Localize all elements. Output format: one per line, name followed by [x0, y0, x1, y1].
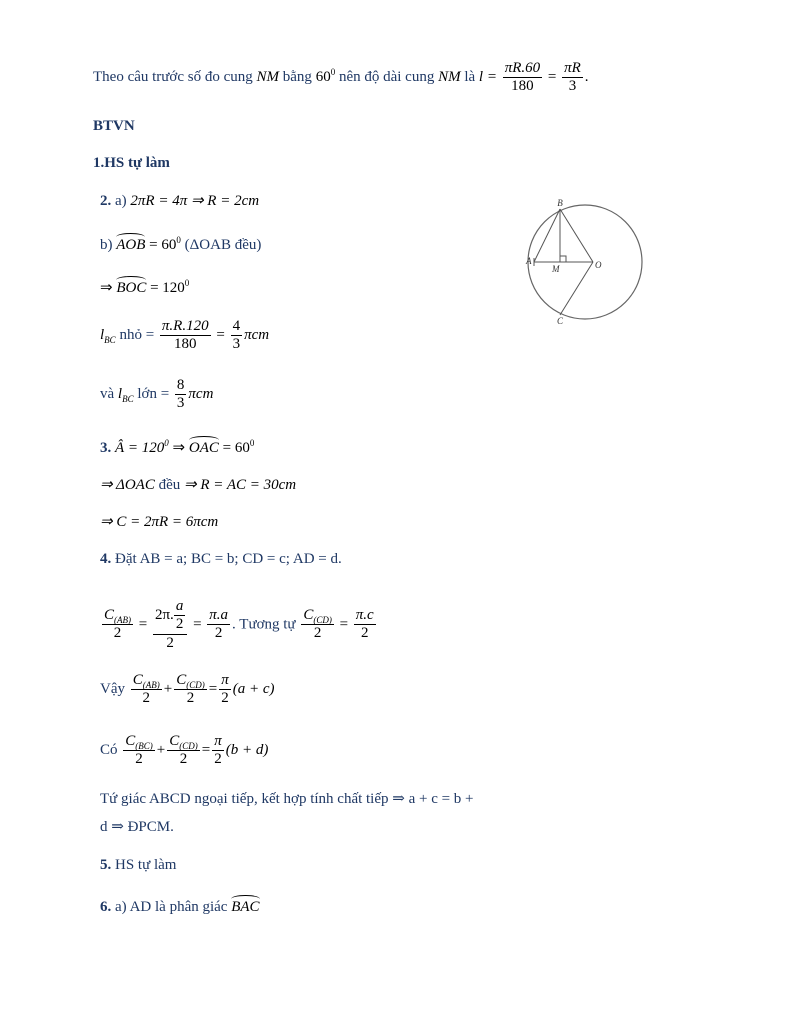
q6-line: 6. a) AD là phân giác BAC: [100, 899, 260, 915]
q2-e-text: lớn =: [137, 386, 170, 403]
nm-symbol: NM: [256, 69, 280, 86]
q2-b-line: b) AOB = $60^0$ (ΔOAB đều): [100, 235, 262, 253]
q1-heading: 1.HS tự làm: [93, 155, 170, 171]
fraction-pir120: $\frac{\pi.R.120}{180}$: [161, 318, 209, 353]
q2-d-text: nhỏ =: [119, 327, 155, 344]
q6-number: 6.: [100, 899, 112, 915]
q3-line-1: 3. Â = $120^0$ ⇒ OAC = $60^0$: [100, 438, 255, 456]
nm-symbol-2: NM: [438, 69, 461, 86]
q4-formula-2: Vậy $\frac{C_{(AB)}}{2}$ + $\frac{C_{(CD)}}{2}$ = $\frac{\pi}{2}$ (a + c): [100, 672, 275, 707]
intro-text-3: nên độ dài cung: [338, 69, 435, 86]
q2-number: 2.: [100, 193, 112, 209]
q4-number: 4.: [100, 551, 112, 567]
arc-bac: BAC: [231, 899, 260, 915]
q2-d-line: $l_{BC}$ nhỏ = $\frac{\pi.R.120}{180}$ = $\frac{4}{3}$ πcm: [100, 318, 270, 353]
q5-line: 5. HS tự làm: [100, 857, 177, 873]
q3-number: 3.: [100, 440, 112, 456]
q4-formula-3: Có $\frac{C_{(BC)}}{2}$ + $\frac{C_{(CD)}}{2}$ = $\frac{\pi}{2}$ (b + d): [100, 733, 269, 768]
q2-a-math: 2πR = 4π ⇒ R = 2cm: [130, 193, 260, 209]
intro-text: Theo câu trước số đo cung: [93, 69, 253, 86]
q4-conclusion-1: Tứ giác ABCD ngoại tiếp, kết hợp tính chất tiếp ⇒ a + c = b +: [100, 791, 474, 807]
q2-c-line: ⇒ BOC = $120^0$: [100, 278, 190, 296]
intro-text-2: bằng: [282, 69, 312, 86]
q3-line-2: ⇒ ΔOAC đều ⇒ R = AC = 30cm: [100, 477, 297, 493]
fraction-8-3: $\frac{8}{3}$: [176, 377, 185, 412]
label-b: B: [557, 198, 563, 208]
circle-diagram: [520, 196, 650, 326]
fraction-4-3: $\frac{4}{3}$: [232, 318, 241, 353]
fraction-piR-3: $\frac{\pi R}{3}$: [564, 60, 581, 95]
intro-text-4: là: [464, 69, 476, 86]
fraction-arc-length: $\frac{\pi R.60}{180}$: [504, 60, 541, 95]
arc-oac: OAC: [188, 440, 219, 456]
label-a: A: [526, 256, 532, 266]
q4-formula-1: $\frac{C_{(AB)}}{2}$ = 2π. $\frac{a}{2}$ 2 = $\frac{\pi.a}{2}$ . Tương tự $\frac{C_{(CD)}}{2}$ = $\frac{\pi.c}{2}$: [104, 598, 374, 651]
label-m: M: [552, 264, 560, 274]
q2-e-line: và $l_{BC}$ lớn = $\frac{8}{3}$ πcm: [100, 377, 214, 412]
q2-b-note: (ΔOAB đều): [184, 237, 262, 253]
btvn-heading: BTVN: [93, 118, 135, 134]
q2-a-label: a): [115, 193, 127, 209]
label-o: O: [595, 260, 602, 270]
degree-60: $60^0$: [315, 67, 336, 86]
arc-length-eq: l =: [478, 69, 497, 86]
intro-line: Theo câu trước số đo cung NM bằng $60^0$ nên độ dài cung NM là l = $\frac{\pi R.60}{180}$ = $\frac{\pi R}{3}$ .: [93, 60, 589, 95]
q4-intro: 4. Đặt AB = a; BC = b; CD = c; AD = d.: [100, 551, 342, 567]
label-c: C: [557, 316, 564, 326]
arc-aob: AOB: [116, 237, 146, 253]
q4-conclusion-2: d ⇒ ĐPCM.: [100, 819, 174, 835]
q3-line-3: ⇒ C = 2πR = 6πcm: [100, 514, 219, 530]
arc-boc: BOC: [116, 280, 147, 296]
q2-b-label: b): [100, 237, 113, 253]
q2-a-line: [100, 194, 259, 209]
q5-number: 5.: [100, 857, 112, 873]
